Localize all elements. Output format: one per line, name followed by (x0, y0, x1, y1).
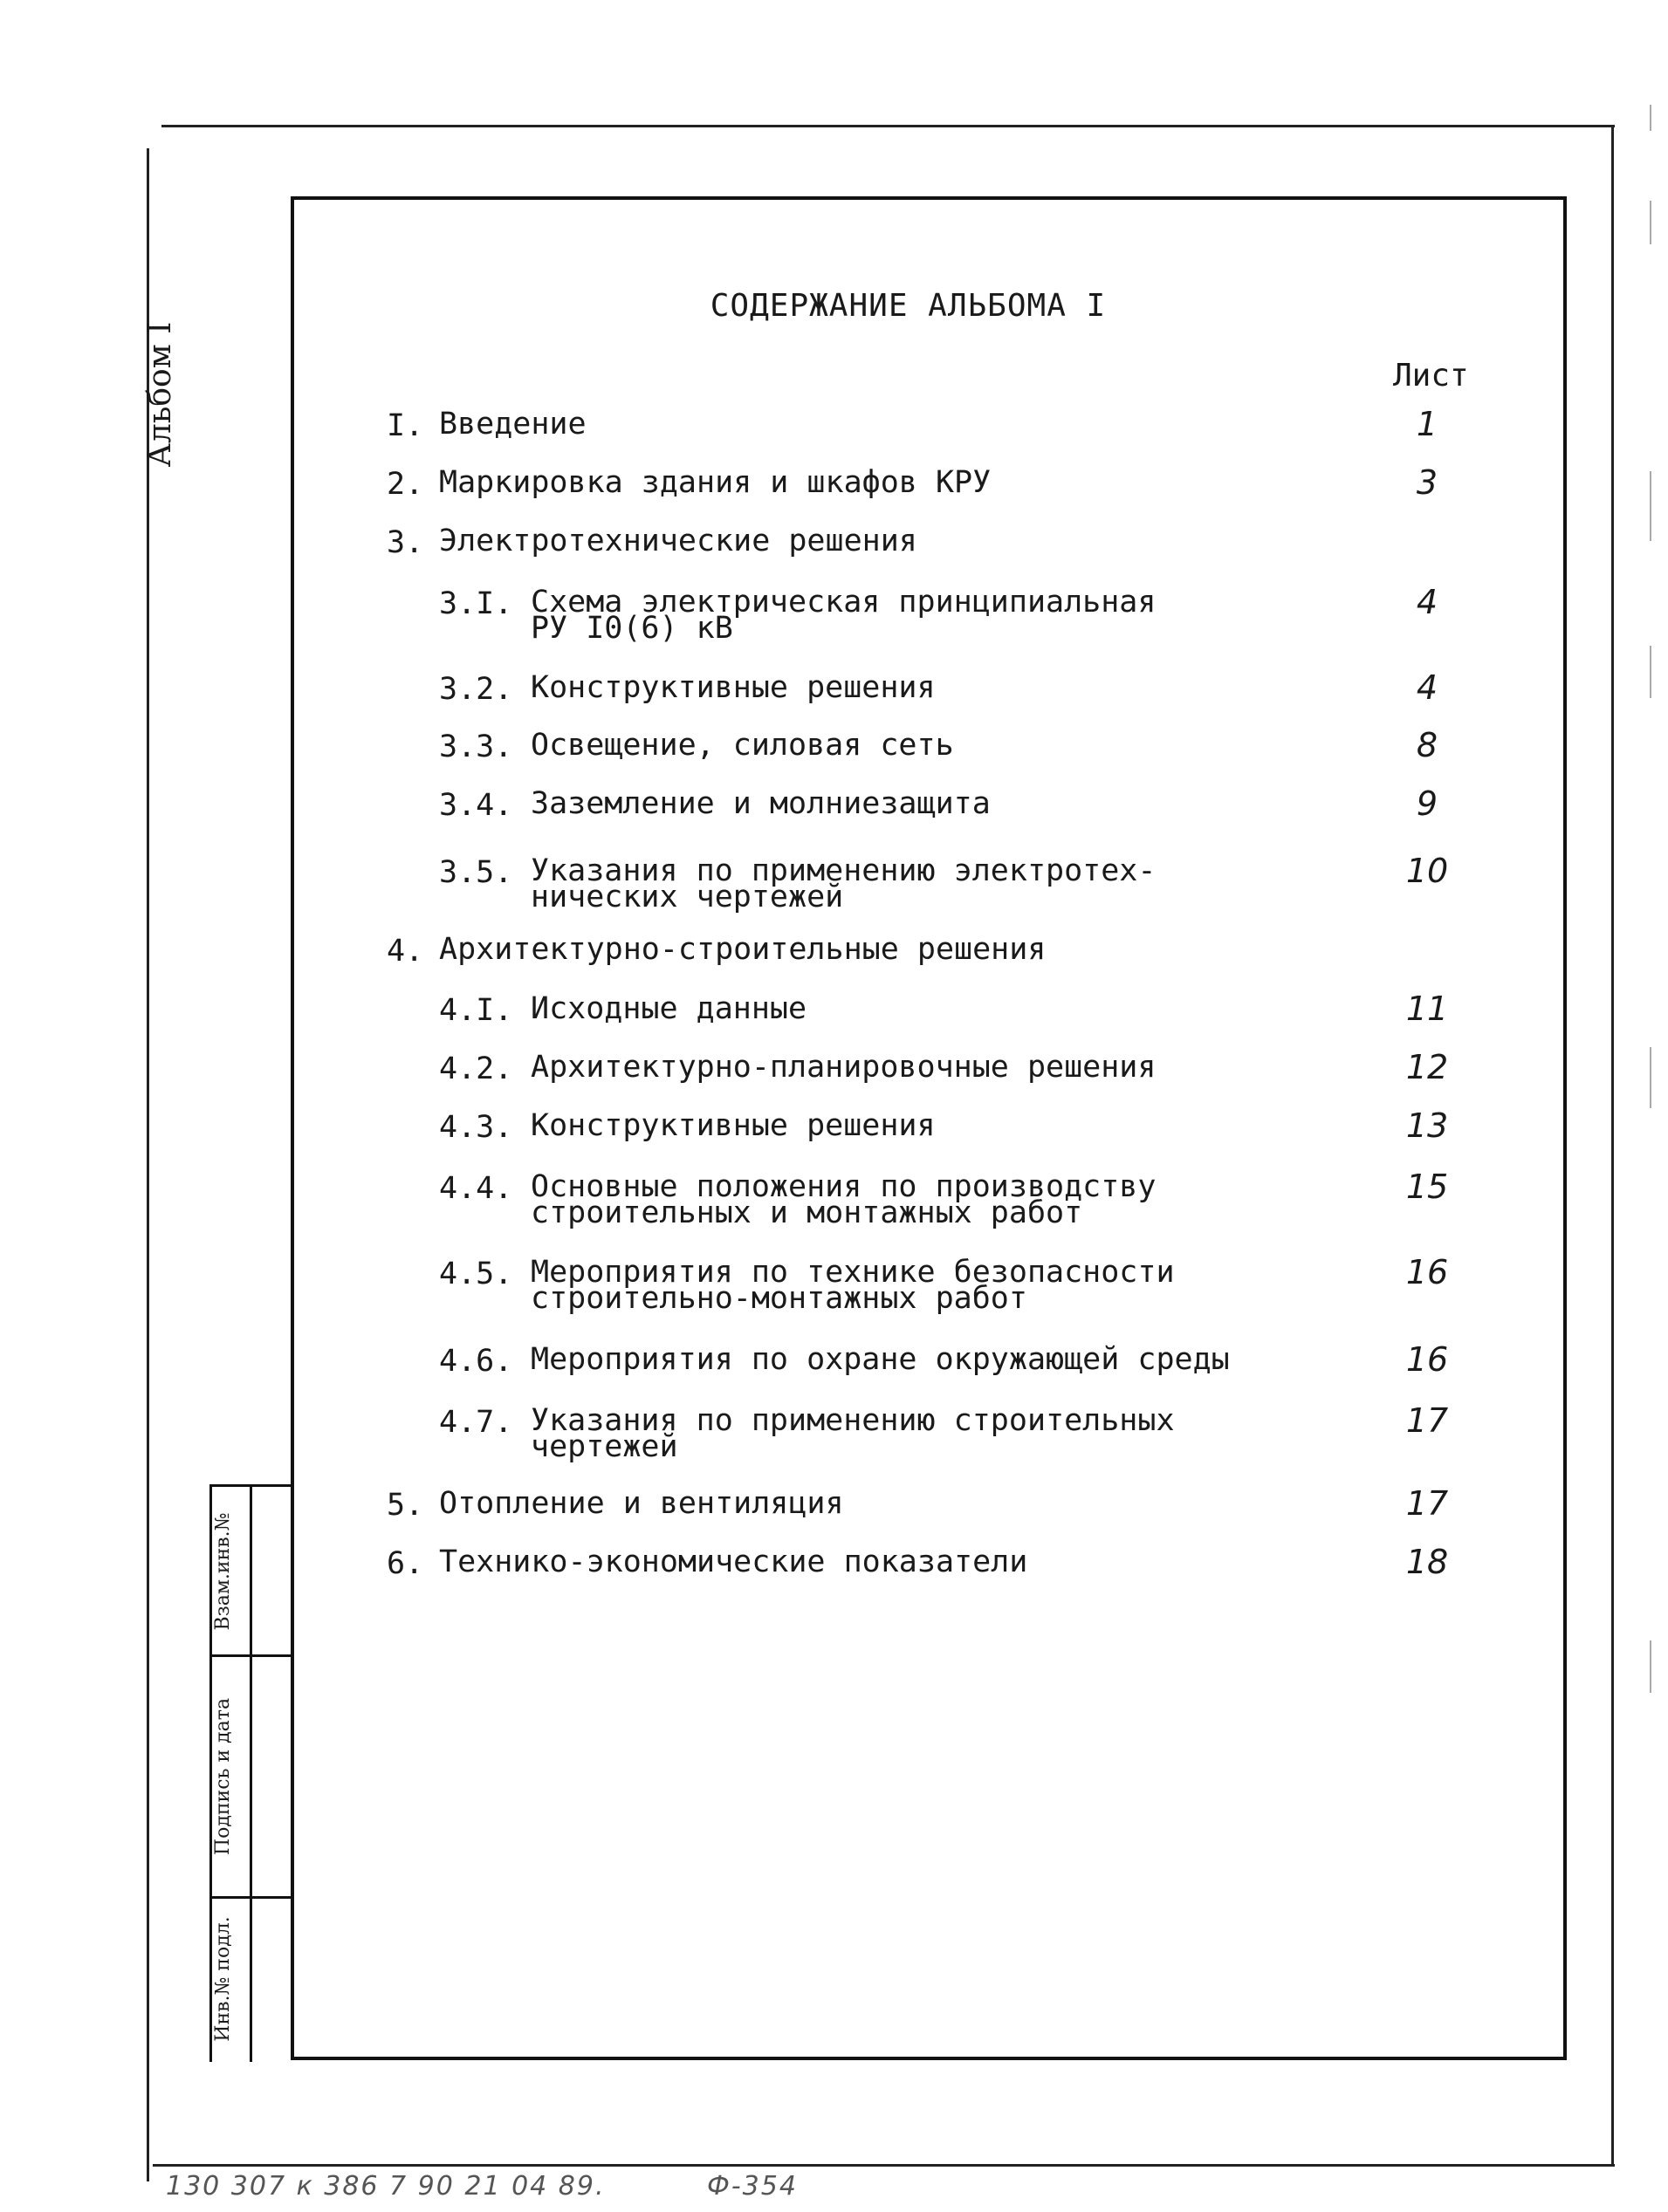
toc-item-text: Конструктивные решения (531, 1108, 936, 1143)
toc-item-page: 4 (1416, 583, 1438, 621)
toc-item-text: Архитектурно-планировочные решения (531, 1050, 1157, 1085)
toc-item-number: 4.4. (439, 1171, 513, 1206)
toc-item-page: 13 (1405, 1106, 1449, 1145)
stamp-sign-date: Подпись и дата (212, 1697, 234, 1856)
toc-item-page: 16 (1405, 1253, 1449, 1291)
toc-item-page: 16 (1405, 1340, 1449, 1379)
toc-item-text: Указания по применению электротех- нических чертежей (531, 853, 1157, 914)
scan-edge-mark (1650, 1047, 1651, 1108)
toc-item-number: 4.7. (439, 1405, 513, 1440)
toc-item-text: Схема электрическая принципиальная РУ I0(6) кВ (531, 585, 1157, 646)
toc-item-number: 4.6. (439, 1344, 513, 1379)
scan-edge-mark (1650, 105, 1651, 131)
toc-item-text: Основные положения по производству строительных и монтажных работ (531, 1169, 1157, 1230)
footer-code: 130 307 к 386 7 90 21 04 89. (166, 2171, 606, 2202)
footer-sheet-code: Ф-354 (707, 2171, 798, 2202)
toc-item-page: 4 (1416, 668, 1438, 707)
toc-item-number: 4.I. (439, 993, 513, 1028)
toc-item-page: 17 (1405, 1484, 1449, 1523)
toc-item-page: 12 (1405, 1048, 1449, 1086)
toc-item-text: Архитектурно-строительные решения (439, 932, 1047, 967)
toc-item-page: 8 (1416, 726, 1438, 764)
toc-item-text: Мероприятия по технике безопасности строительно-монтажных работ (531, 1255, 1175, 1316)
toc-item-page: 9 (1416, 784, 1438, 823)
outer-frame-top (161, 125, 1615, 127)
toc-item-text: Освещение, силовая сеть (531, 728, 954, 763)
toc-item-page: 1 (1416, 405, 1438, 443)
stamp-border-mid (250, 1484, 252, 2062)
scan-edge-mark (1650, 201, 1651, 244)
outer-frame-bottom (153, 2164, 1615, 2167)
toc-item-number: 4.2. (439, 1051, 513, 1086)
toc-item-number: 5. (387, 1488, 424, 1523)
toc-item-number: 6. (387, 1546, 424, 1581)
toc-item-page: 15 (1405, 1168, 1449, 1206)
toc-item-text: Введение (439, 407, 587, 442)
toc-item-number: 4.3. (439, 1110, 513, 1145)
stamp-border-top (212, 1484, 294, 1487)
toc-item-text: Мероприятия по охране окружающей среды (531, 1342, 1230, 1377)
toc-item-page: 3 (1416, 463, 1438, 502)
stamp-replace-inv: Взам.инв.№ (212, 1512, 234, 1631)
toc-item-number: 4. (387, 934, 424, 969)
outer-frame-right (1611, 125, 1614, 2167)
toc-item-number: 4.5. (439, 1257, 513, 1291)
toc-item-number: 3.I. (439, 586, 513, 621)
page-title: СОДЕРЖАНИЕ АЛЬБОМА I (710, 288, 1107, 324)
toc-item-text: Отопление и вентиляция (439, 1486, 844, 1521)
stamp-inv-original: Инв.№ подл. (212, 1916, 234, 2042)
stamp-separator (209, 1654, 294, 1657)
toc-item-number: 3.2. (439, 672, 513, 707)
scan-edge-mark (1650, 1640, 1651, 1693)
toc-item-text: Заземление и молниезащита (531, 786, 991, 821)
toc-item-text: Технико-экономические показатели (439, 1544, 1028, 1579)
scan-edge-mark (1650, 646, 1651, 698)
toc-item-number: I. (387, 408, 424, 443)
toc-item-page: 10 (1405, 852, 1449, 890)
toc-item-text: Электротехнические решения (439, 524, 917, 558)
toc-item-number: 2. (387, 467, 424, 502)
toc-item-text: Исходные данные (531, 991, 807, 1026)
toc-item-page: 11 (1405, 990, 1449, 1028)
toc-item-number: 3.5. (439, 855, 513, 890)
toc-item-number: 3. (387, 525, 424, 560)
toc-item-page: 17 (1405, 1401, 1449, 1440)
toc-item-text: Маркировка здания и шкафов КРУ (439, 465, 992, 500)
toc-item-page: 18 (1405, 1543, 1449, 1581)
toc-item-number: 3.4. (439, 788, 513, 823)
toc-item-text: Указания по применению строительных чертежей (531, 1403, 1175, 1464)
album-side-label: Альбом I (142, 321, 178, 468)
toc-item-text: Конструктивные решения (531, 670, 936, 705)
scan-edge-mark (1650, 471, 1651, 541)
toc-item-number: 3.3. (439, 729, 513, 764)
sheet-column-header: Лист (1393, 358, 1469, 394)
